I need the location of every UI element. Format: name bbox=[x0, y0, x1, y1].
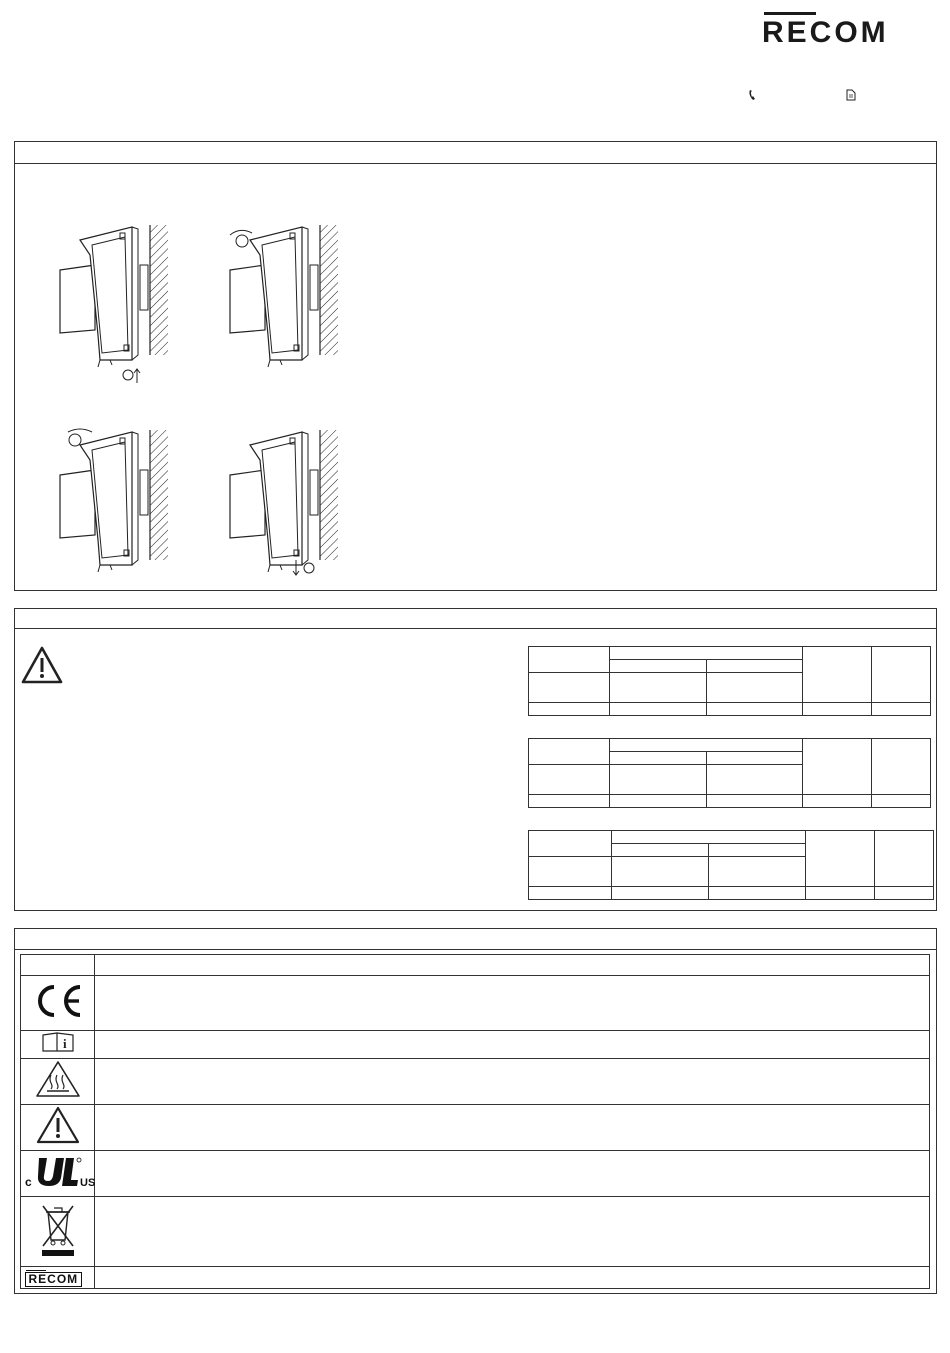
symbols-table-header-row bbox=[21, 955, 930, 976]
document-icon bbox=[846, 88, 856, 100]
table-row bbox=[21, 1197, 930, 1267]
table-row bbox=[21, 1151, 930, 1197]
table-row bbox=[21, 1105, 930, 1151]
table-row bbox=[21, 1031, 930, 1059]
recom-logo-text: RECOM bbox=[25, 1272, 83, 1287]
table-row bbox=[21, 1267, 930, 1289]
safety-table-2 bbox=[528, 738, 931, 808]
din-rail-step-4 bbox=[230, 430, 338, 575]
warning-icon bbox=[20, 645, 64, 685]
svg-text:c: c bbox=[24, 1175, 32, 1189]
symbols-table bbox=[20, 954, 930, 1289]
read-manual-icon bbox=[21, 1031, 95, 1059]
table-row bbox=[21, 1059, 930, 1105]
warning-icon bbox=[21, 1105, 95, 1151]
svg-text:i: i bbox=[62, 1036, 67, 1051]
phone-icon bbox=[748, 88, 758, 100]
safety-table-3 bbox=[528, 830, 934, 900]
ce-mark-icon bbox=[21, 976, 95, 1031]
din-rail-figures bbox=[40, 215, 350, 585]
hot-surface-icon bbox=[21, 1059, 95, 1105]
mounting-section-header bbox=[15, 142, 936, 164]
table-row bbox=[21, 976, 930, 1031]
weee-bin-icon bbox=[21, 1197, 95, 1267]
safety-section-header bbox=[15, 609, 936, 629]
recom-logo-icon bbox=[21, 1267, 95, 1289]
din-rail-step-3 bbox=[60, 429, 168, 572]
svg-text:US: US bbox=[79, 1177, 95, 1189]
brand-logo bbox=[762, 12, 940, 48]
safety-table-1 bbox=[528, 646, 931, 716]
din-rail-step-1 bbox=[60, 225, 168, 383]
ul-listed-icon bbox=[21, 1151, 95, 1197]
symbols-section-header bbox=[15, 929, 936, 950]
logo-bar bbox=[764, 12, 816, 15]
logo-text: RECOM bbox=[762, 16, 889, 49]
din-rail-step-2 bbox=[230, 225, 338, 367]
